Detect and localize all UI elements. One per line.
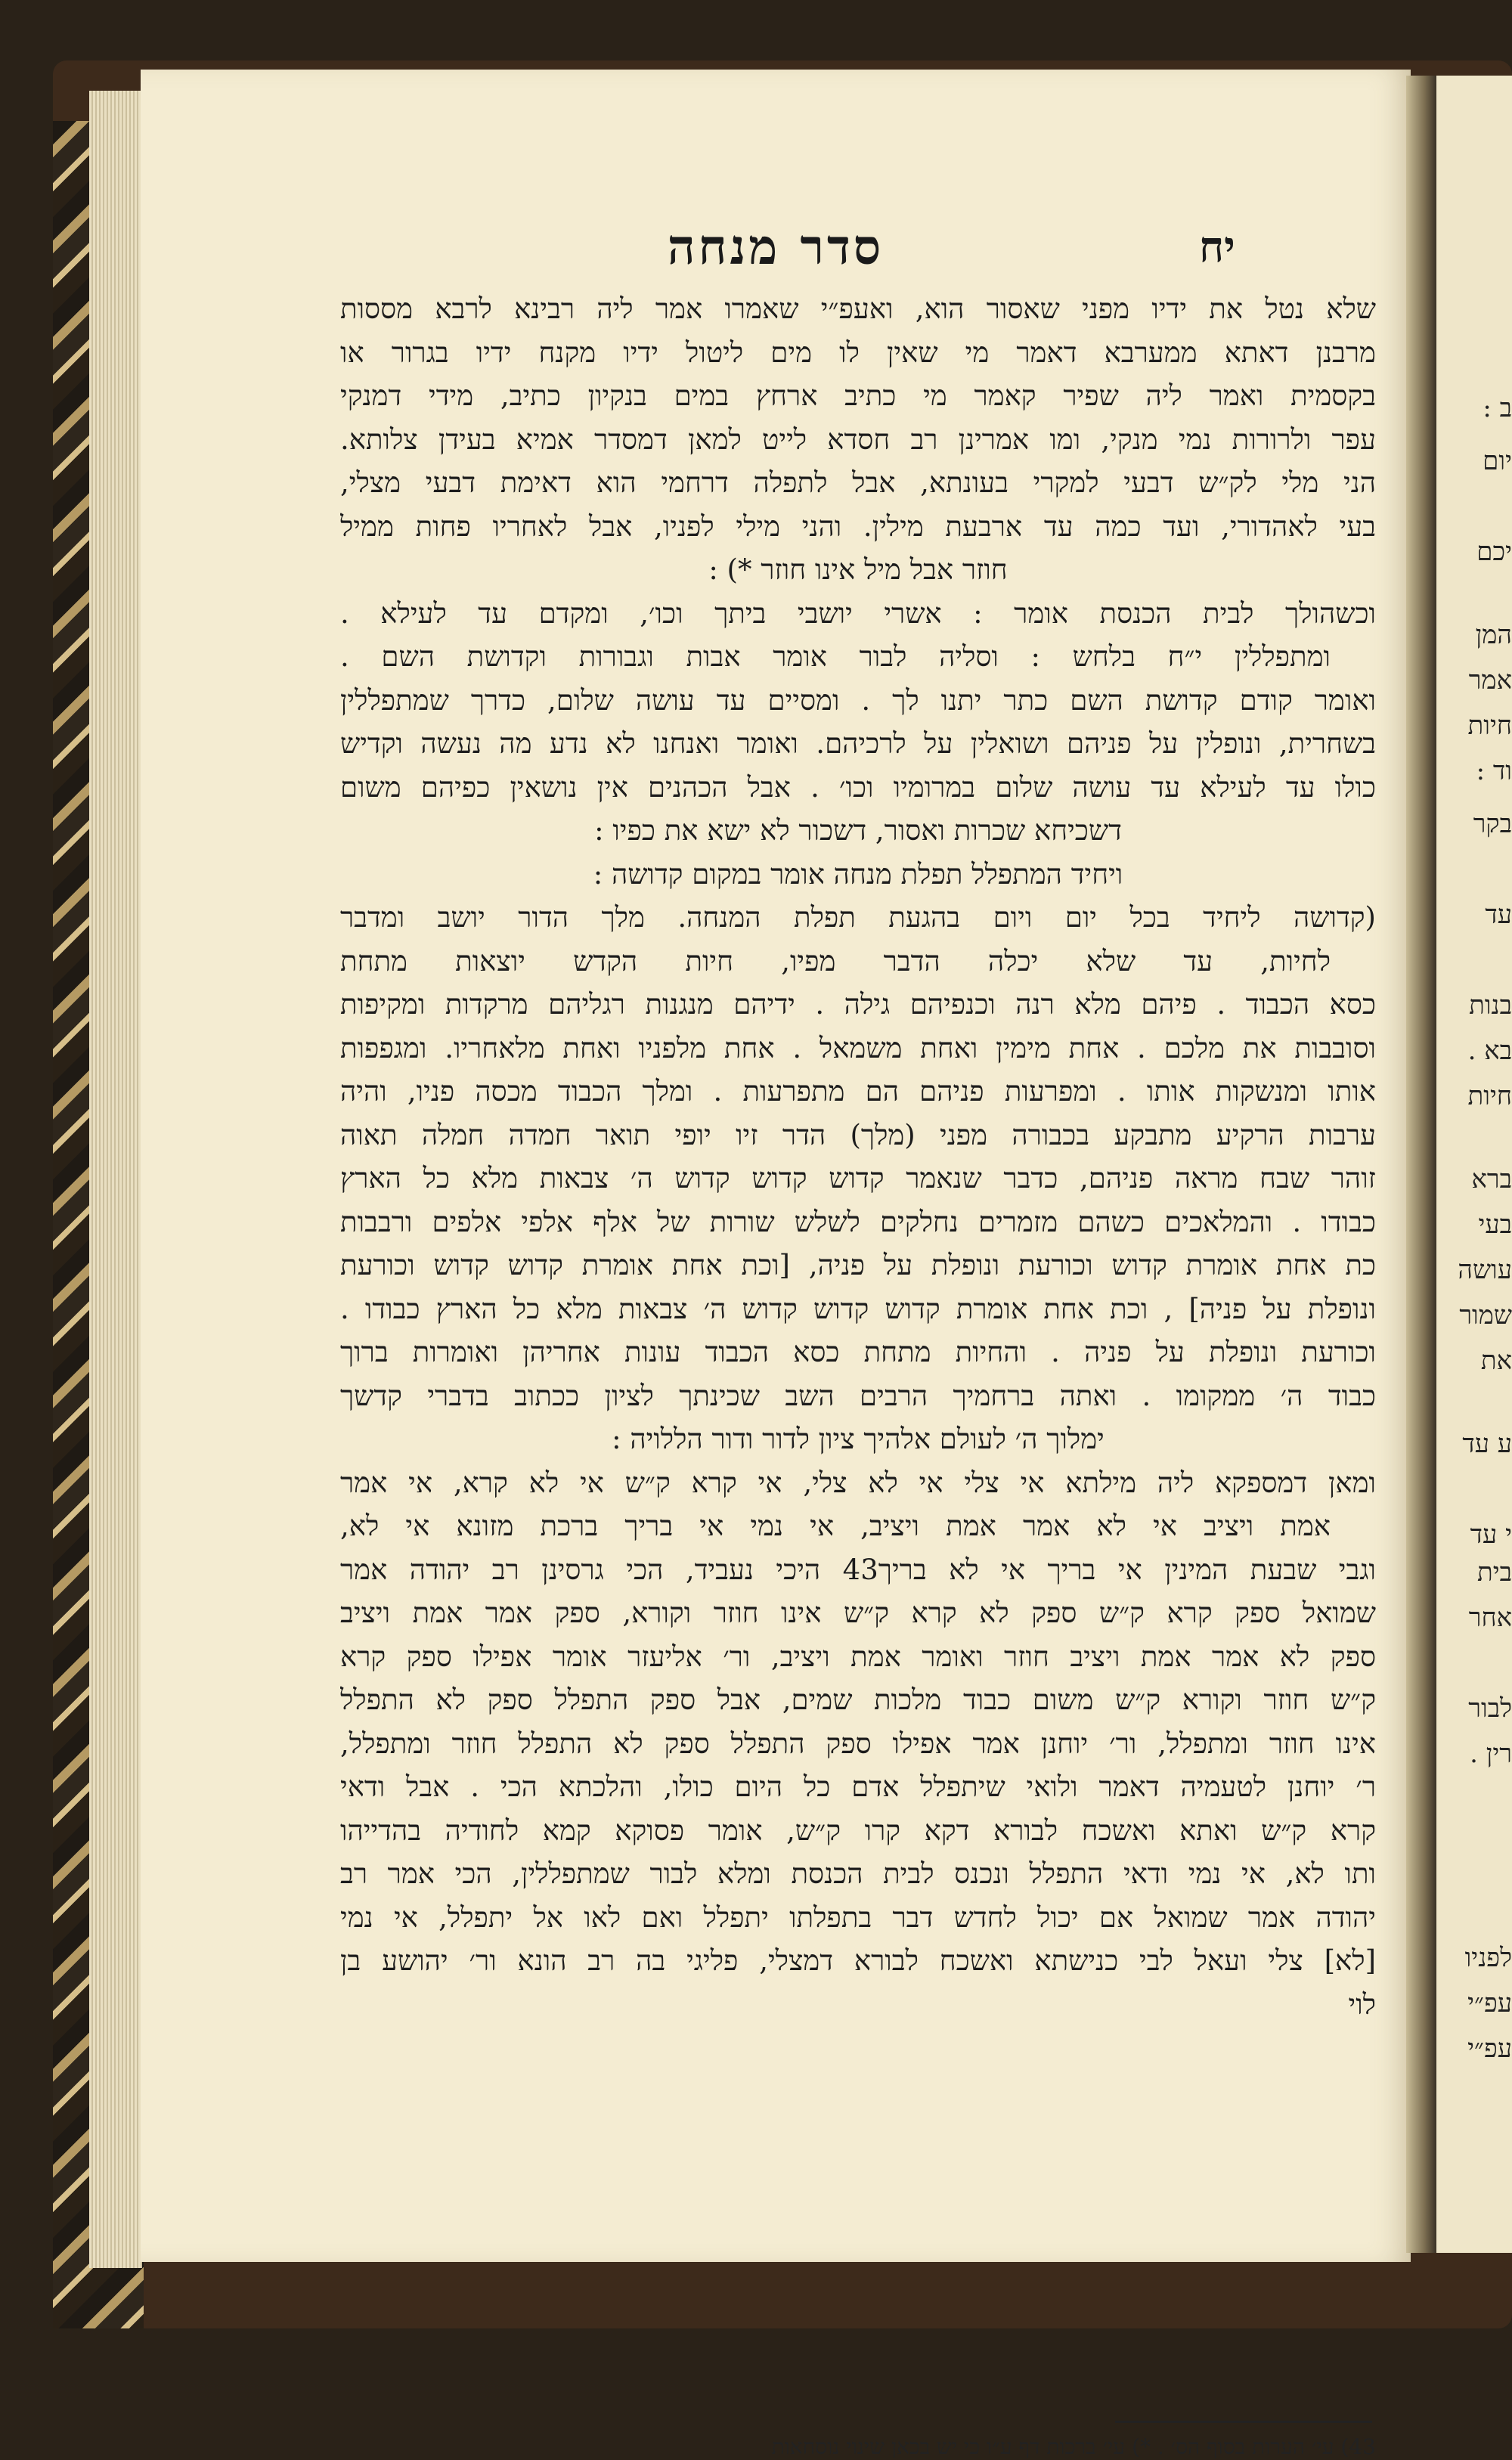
facing-page-fragment: בית <box>1477 1557 1512 1588</box>
text-line: כולו עד לעילא עד עושה שלום במרומיו וכו׳ . אבל הכהנים אין נושאין כפיהם משום <box>340 766 1376 810</box>
facing-page-fragment: ע עד <box>1462 1429 1512 1459</box>
text-line: ק״ש חוזר וקורא ק״ש משום כבוד מלכות שמים, אבל ספק התפלל ספק לא התפלל <box>340 1678 1376 1722</box>
text-line: וכורעת ונופלת על פניה . והחיות מתחת כסא הכבוד עונות אחריהן ואומרות ברוך <box>340 1331 1376 1374</box>
running-title: סדר מנחה <box>141 219 1411 276</box>
page-header <box>141 204 1411 295</box>
facing-page-fragment: חיות <box>1468 1081 1512 1111</box>
book-gutter <box>1406 76 1436 2253</box>
text-line: אינו חוזר ומתפלל, ור׳ יוחנן אמר אפילו ספק התפלל ספק לא התפלל חוזר ומתפלל, <box>340 1722 1376 1766</box>
text-line: בשחרית, ונופלין על פניהם ושואלין על לרכיהם. ואומר ואנחנו לא נדע מה נעשה וקדיש <box>340 722 1376 766</box>
text-line: וסובבות את מלכם . אחת מימין ואחת משמאל . אחת מלפניו ואחת מלאחריו. ומגפפות <box>340 1027 1376 1070</box>
facing-page-fragment: יכם <box>1476 537 1512 567</box>
facing-page-fragment: עושה <box>1458 1255 1512 1285</box>
facing-page-fragment: יום <box>1483 446 1512 476</box>
text-line: בעי לאהדורי, ועד כמה עד ארבעת מילין. והני מילי לפניו, אבל לאחריו פחות ממיל <box>340 505 1376 549</box>
catchword: לוי <box>340 1983 1376 2027</box>
facing-page-fragment: וד : <box>1476 756 1512 786</box>
facing-page-fragment: לבור <box>1468 1693 1512 1724</box>
facing-page-fragment: י עד <box>1470 1520 1512 1550</box>
footnote-rule <box>1115 2421 1372 2423</box>
facing-page-fragment: עד <box>1485 900 1512 930</box>
text-line: [לא] צלי ועאל לבי כנישתא ואשכח לבורא דמצלי, פליגי בה רב הונא ור׳ יהושע בן <box>340 1939 1376 1983</box>
text-line: אמת ויציב אי לא אמר אמת ויציב, אי נמי אי בריך ברכת מזונא אי לא, <box>340 1504 1376 1548</box>
page-block-edge <box>89 91 142 2268</box>
text-line: כבוד ה׳ ממקומו . ואתה ברחמיך הרבים השב שכינתך לציון ככתוב בדברי קדשך <box>340 1374 1376 1418</box>
main-text <box>340 287 1376 2026</box>
facing-page-fragment: ב : <box>1483 393 1512 423</box>
facing-page-fragment: שמור <box>1459 1300 1512 1331</box>
text-line: בקסמית ואמר ליה שפיר קאמר מי כתיב ארחץ במים בנקיון כתיב, מידי דמנקי <box>340 374 1376 418</box>
text-line: לחיות, עד שלא יכלה הדבר מפיו, חיות הקדש יוצאות מתחת <box>340 940 1376 984</box>
text-line: יהודה אמר שמואל אם יכול לחדש דבר בתפלתו יתפלל ואם לאו אל יתפלל, אי נמי <box>340 1896 1376 1940</box>
kedusha-heading-line: (קדושה ליחיד בכל יום ויום בהגעת תפלת המנחה. מלך הדור יושב ומדבר <box>340 896 1376 940</box>
text-line: שמואל ספק קרא ק״ש ספק לא קרא ק״ש אינו חוזר וקורא, ספק אמר אמת ויציב <box>340 1591 1376 1635</box>
facing-page-fragment: בקר <box>1473 809 1512 839</box>
facing-page-fragment: אחר <box>1469 1603 1512 1633</box>
facing-page-fragment: את <box>1481 1346 1512 1376</box>
text-line: כסא הכבוד . פיהם מלא רנה וכנפיהם גילה . ידיהם מנגנות רגליהם מרקדות ומקיפות <box>340 983 1376 1027</box>
text-line: ותו לא, אי נמי ודאי התפלל ונכנס לבית הכנסת ומלא לבור שמתפללין, הכי אמר רב <box>340 1852 1376 1896</box>
text-line: זוהר שבח מראה פניהם, כדבר שנאמר קדוש קדוש קדוש ה׳ צבאות מלא כל הארץ <box>340 1157 1376 1201</box>
text-line: ר׳ יוחנן לטעמיה דאמר ולואי שיתפלל אדם כל היום כולו, והלכתא הכי . אבל ודאי <box>340 1765 1376 1809</box>
text-line: הני מלי לק״ש דבעי למקרי בעונתא, אבל לתפלה דרחמי הוא דאימת דבעי מצלי, <box>340 461 1376 505</box>
text-line: מרבנן דאתא ממערבא דאמר מי שאין לו מים ליטול ידיו מקנח ידיו בגרור או <box>340 331 1376 375</box>
text-line: עפר ולרורות נמי מנקי, ומו אמרינן רב חסדא לייט למאן דמסדר אמיא בעידן צלותא. <box>340 418 1376 462</box>
facing-page-fragment: רין . <box>1470 1739 1512 1769</box>
text-line: ערבות הרקיע מתבקע בכבורה מפני (מלך) הדר זיו יופי תואר חמדה חמלה תאוה <box>340 1114 1376 1157</box>
paragraph-start: וכשהולך לבית הכנסת אומר : אשרי יושבי ביתך וכו׳, ומקדם עד לעילא . <box>340 592 1376 636</box>
text-line: אותו ומנשקות אותו . ומפרעות פניהם הם מתפרעות . ומלך הכבוד מכסה פניו, והיה <box>340 1070 1376 1114</box>
facing-page-fragment: בא . <box>1468 1036 1512 1066</box>
folio-number: יח <box>1199 222 1235 272</box>
text-line: דשכיחא שכרות ואסור, דשכור לא ישא את כפיו : <box>340 809 1376 853</box>
text-line: וגבי שבעת המינין אי בריך אי לא בריך43 היכי נעביד, הכי גרסינן רב יהודה אמר <box>340 1548 1376 1592</box>
facing-page-fragment: עפ״י <box>1467 2034 1512 2064</box>
text-line: חוזר אבל מיל אינו חוזר *) : <box>340 548 1376 592</box>
text-line: ונופלת על פניה] , וכת אחת אומרת קדוש קדוש קדוש ה׳ צבאות מלא כל הארץ כבודו . <box>340 1287 1376 1331</box>
facing-page-fragment: עפ״י <box>1467 1988 1512 2019</box>
text-line: ספק לא אמר אמת ויציב חוזר ואומר אמת ויציב, ור׳ אליעזר אומר אפילו ספק קרא <box>340 1635 1376 1679</box>
text-line: כבודו . והמלאכים כשהם מזמרים נחלקים לשלש שורות של אלף אלפי אלפים ורבבות <box>340 1201 1376 1244</box>
facing-page-fragment: ברא <box>1472 1164 1512 1194</box>
text-line: ואומר קודם קדושת השם כתר יתנו לך . ומסיים עד עושה שלום, כדרך שמתפללין <box>340 679 1376 723</box>
text-line: כת אחת אומרת קדוש וכורעת ונופלת על פניה, [וכת אחת אומרת קדוש קדוש וכורעת <box>340 1244 1376 1287</box>
facing-page-fragment: בנות <box>1469 990 1512 1021</box>
facing-page-fragment: בעי <box>1478 1210 1512 1240</box>
text-line: שלא נטל את ידיו מפני שאסור הוא, ואעפ״י שאמרו אמר ליה רבינא לרבא מססות <box>340 287 1376 331</box>
text-line: ומתפללין י״ח בלחש : וסליה לבור אומר אבות וגבורות וקדושת השם . <box>340 635 1376 679</box>
text-line: קרא ק״ש ואתא ואשכח לבורא דקא קרו ק״ש, אומר פסוקא קמא לחודיה בהדייהו <box>340 1809 1376 1853</box>
facing-page-fragment: אמר <box>1469 665 1512 696</box>
facing-page-fragment: המן <box>1476 620 1512 650</box>
text-line: ויחיד המתפלל תפלת מנחה אומר במקום קדושה : <box>340 853 1376 897</box>
facing-page-fragment: חיות <box>1468 711 1512 741</box>
text-line: ימלוך ה׳ לעולם אלהיך ציון לדור ודור הללויה : <box>340 1417 1376 1461</box>
paragraph-start: ומאן דמספקא ליה מילתא אי צלי אי לא צלי, אי קרא ק״ש אי לא קרא, אי אמר <box>340 1461 1376 1505</box>
footnote: 43) עי׳ הערות בסוף הס׳ . *) עי׳ ברכות דף ע״ו כי יש בכאן שינוי נוסחאות <box>658 2434 1376 2460</box>
facing-page-edge <box>1436 76 1512 2253</box>
facing-page-fragment: לפניו <box>1465 1943 1512 1973</box>
